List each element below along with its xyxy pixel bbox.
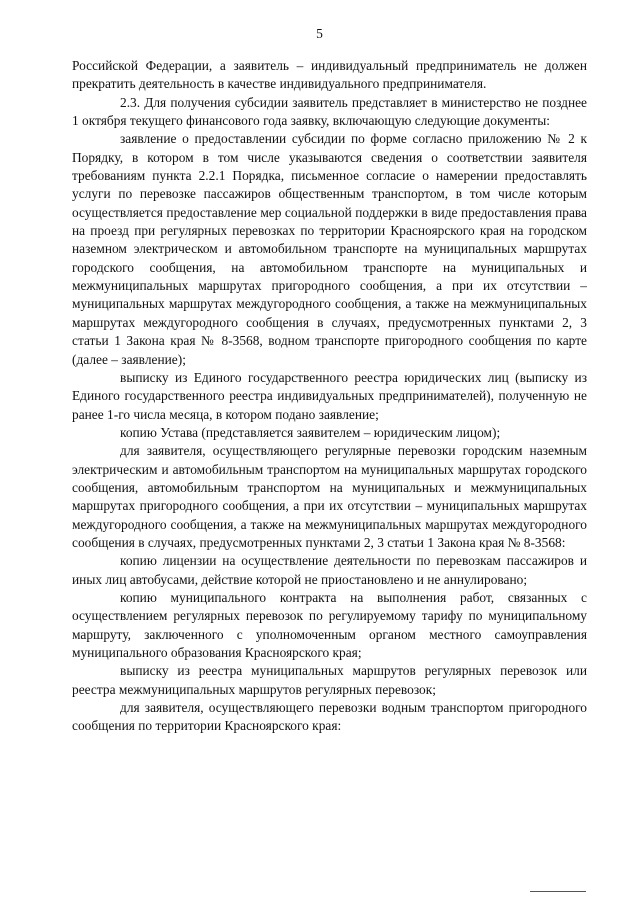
paragraph-urban-carrier: для заявителя, осуществляющего регулярные перевозки городским наземным электрическим и автомобильным транспортом на муниципальных маршрутах городского сообщения, автомобильным транспортом на муниципальных и межмуниципальных маршрутах пригородного сообщения, а при их отсутствии – муниципальных маршрутах междугородного сообщения, а также на межмуниципальных маршрутах междугородного сообщения в случаях, предусмотренных пунктами 2, 3 статьи 1 Закона края № 8-3568: [72,443,587,550]
paragraph-charter-copy: копию Устава (представляется заявителем – юридическим лицом); [120,424,501,440]
paragraph-route-registry: выписку из реестра муниципальных маршрутов регулярных перевозок или реестра межмуниципальных маршрутов регулярных перевозок; [72,663,587,697]
paragraph-registry-extract: выписку из Единого государственного реестра юридических лиц (выписку из Единого государственного реестра индивидуальных предпринимателей), полученную не ранее 1-го числа месяца, в котором подано заявление; [72,369,587,422]
document-body [72,57,587,736]
paragraph-water-carrier: для заявителя, осуществляющего перевозки водным транспортом пригородного сообщения по территории Красноярского края: [72,700,587,734]
paragraph-contract-copy: копию муниципального контракта на выполнения работ, связанных с осуществлением регулярных перевозок по регулируемому тарифу по муниципальному маршруту, заключенного с уполномоченным органом местного самоуправления муниципального образования Красноярского края; [72,589,587,660]
footer-rule [530,891,586,892]
paragraph-clause-2-3: 2.3. Для получения субсидии заявитель представляет в министерство не позднее 1 октября текущего финансового года заявку, включающую следующие документы: [72,94,587,129]
paragraph-application: заявление о предоставлении субсидии по форме согласно приложению № 2 к Порядку, в котором в том числе указываются сведения о соответствии заявителя требованиям пункта 2.2.1 Порядка, письменное согласие о намерении предоставлять услуги по перевозке пассажиров общественным транспортом, в том числе которым осуществляется предоставление мер социальной поддержки в виде предоставления права на проезд при регулярных перевозках по территории Красноярского края на городском наземном электрическом и автомобильном транспорте на муниципальных маршрутах городского сообщения, на автомобильном транспорте на муниципальных и межмуниципальных маршрутах пригородного сообщения, а при их отсутствии – муниципальных маршрутах междугородного сообщения, а также на межмуниципальных маршрутах междугородного сообщения в случаях, предусмотренных пунктами 2, 3 статьи 1 Закона края № 8-3568, водном транспорте пригородного сообщения по карте (далее – заявление); [72,131,587,367]
paragraph-license-copy: копию лицензии на осуществление деятельности по перевозкам пассажиров и иных лиц автобусами, действие которой не приостановлено и не аннулировано; [72,553,587,587]
page-number: 5 [316,26,323,41]
paragraph-continuation: Российской Федерации, а заявитель – индивидуальный предприниматель не должен прекратить деятельность в качестве индивидуального предпринимателя. [72,58,587,92]
